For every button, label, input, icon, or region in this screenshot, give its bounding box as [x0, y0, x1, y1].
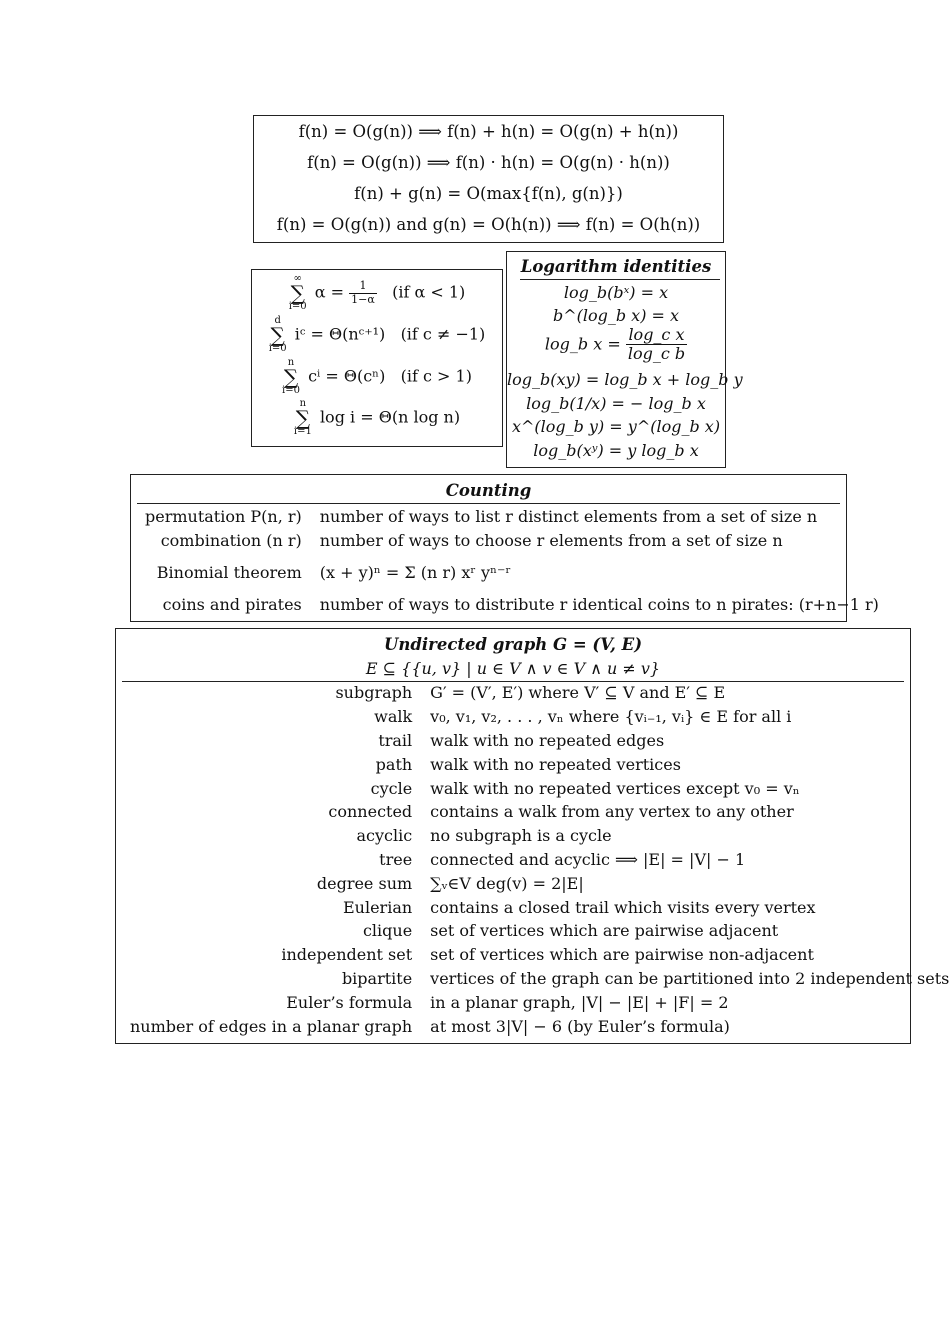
graph-term: independent set: [281, 945, 413, 965]
counting-box: [130, 474, 879, 622]
table-row: [130, 824, 949, 848]
graph-definition: v₀, v₁, v₂, . . . , vₙ where {vᵢ₋₁, vᵢ} ∈ E for all i: [430, 707, 792, 727]
sigma-symbol: n ∑ i=0: [282, 357, 300, 396]
sigma-symbol: n ∑ i=1: [293, 398, 312, 437]
table-row: [130, 776, 949, 800]
graph-subtitle: E ⊆ {{u, v} | u ∈ V ∧ v ∈ V ∧ u ≠ v}: [365, 659, 661, 678]
asymptotic-rules-box: [253, 115, 724, 243]
graph-term: acyclic: [356, 826, 413, 846]
sigma-symbol: d ∑ i=0: [268, 315, 287, 354]
graph-definition: set of vertices which are pairwise adjacent: [430, 921, 779, 941]
graph-term: Eulerian: [342, 897, 413, 917]
graph-definition: connected and acyclic ⟹ |E| = |V| − 1: [430, 849, 746, 869]
graph-definition: G′ = (V′, E′) where V′ ⊆ V and E′ ⊆ E: [430, 683, 726, 703]
graph-term: bipartite: [341, 968, 413, 988]
table-row: [130, 990, 949, 1014]
log-identity: log_b(xy) = log_b x + log_b y: [507, 370, 743, 389]
graph-term: clique: [362, 921, 413, 941]
sum-row: n ∑ i=0 cⁱ = Θ(cⁿ) (if c > 1): [282, 357, 472, 396]
divider: [137, 503, 840, 504]
table-row: [130, 848, 949, 872]
table-row: [130, 705, 949, 729]
graph-term: walk: [374, 707, 413, 727]
asymptotic-rule: f(n) + g(n) = O(max{f(n), g(n)}): [354, 184, 623, 203]
divider: [520, 279, 720, 280]
table-row: Binomial theorem (x + y)ⁿ = Σ (n r) xʳ yⁿ⁻ʳ: [156, 563, 512, 583]
log-identity: b^(log_b x) = x: [552, 306, 680, 325]
graph-definition: vertices of the graph can be partitioned into 2 independent sets: [430, 968, 950, 988]
asymptotic-rule: f(n) = O(g(n)) and g(n) = O(h(n)) ⟹ f(n) = O(h(n)): [276, 215, 701, 234]
asymptotic-rule: f(n) = O(g(n)) ⟹ f(n) · h(n) = O(g(n) · h(n)): [307, 153, 670, 172]
table-row: [130, 752, 949, 776]
graph-definition: ∑ᵥ∈V deg(v) = 2|E|: [430, 873, 584, 893]
graph-term: number of edges in a planar graph: [130, 1016, 413, 1036]
sigma-symbol: ∞ ∑ i=0: [288, 273, 307, 312]
graph-title: Undirected graph G = (V, E): [383, 635, 643, 654]
counting-table: [145, 505, 879, 616]
table-row: [130, 1014, 949, 1038]
graph-box: [115, 628, 950, 1044]
graph-term: subgraph: [335, 683, 413, 703]
graph-definition: contains a closed trail which visits every vertex: [430, 897, 816, 917]
graph-definition: walk with no repeated vertices: [430, 754, 681, 774]
graph-term: cycle: [370, 778, 413, 798]
table-row: [130, 681, 949, 705]
graph-definition: no subgraph is a cycle: [430, 826, 612, 846]
table-row: [130, 895, 949, 919]
graph-term: path: [375, 754, 413, 774]
table-row: [130, 800, 949, 824]
log-identity: log_b(bˣ) = x: [563, 283, 669, 302]
graph-definition: contains a walk from any vertex to any other: [430, 802, 794, 822]
graph-definition: set of vertices which are pairwise non-adjacent: [430, 945, 814, 965]
graph-term: tree: [379, 849, 413, 869]
graph-definition: walk with no repeated edges: [430, 730, 665, 750]
log-identity: log_b(1/x) = − log_b x: [526, 394, 706, 413]
graph-term: trail: [378, 730, 413, 750]
table-row: [130, 919, 949, 943]
sum-row: ∞ ∑ i=0 α = $\frac{1}{1-\alpha}$ (if α < 1): [288, 273, 466, 312]
log-identity: log_b x = $\frac{\text{log\_c x}}{\text{log\_c b}}$: [544, 325, 686, 364]
sum-row: n ∑ i=1 log i = Θ(n log n): [293, 398, 461, 437]
graph-definition: walk with no repeated vertices except v₀ = vₙ: [430, 778, 800, 798]
log-identity: x^(log_b y) = y^(log_b x): [511, 417, 721, 436]
graph-term: Euler’s formula: [286, 992, 413, 1012]
sum-row: d ∑ i=0 iᶜ = Θ(nᶜ⁺¹) (if c ≠ −1): [268, 315, 486, 354]
asymptotic-rule: f(n) = O(g(n)) ⟹ f(n) + h(n) = O(g(n) + h(n)): [298, 122, 679, 141]
graph-term: degree sum: [316, 873, 413, 893]
log-identity: log_b(xʸ) = y log_b x: [533, 441, 699, 460]
table-row: permutation P(n, r) number of ways to list r distinct elements from a set of size n: [145, 507, 818, 527]
table-row: [130, 729, 949, 753]
graph-definition: at most 3|V| − 6 (by Euler’s formula): [430, 1016, 730, 1036]
table-row: [130, 967, 949, 991]
fraction: $\frac{\text{log\_c x}}{\text{log\_c b}}$: [627, 325, 686, 364]
counting-title: Counting: [445, 481, 532, 500]
table-row: coins and pirates number of ways to distribute r identical coins to n pirates: (r+n−1 r): [162, 594, 879, 614]
table-row: [130, 871, 949, 895]
table-row: combination (n r) number of ways to choose r elements from a set of size n: [160, 531, 783, 551]
graph-term: connected: [328, 802, 413, 822]
sums-box: [251, 269, 503, 447]
graph-table: [130, 681, 949, 1038]
table-row: [130, 943, 949, 967]
fraction: $\frac{1}{1-\alpha}$: [351, 279, 375, 306]
graph-definition: in a planar graph, |V| − |E| + |F| = 2: [430, 992, 729, 1012]
logarithm-identities-box: [506, 251, 743, 468]
logarithm-title: Logarithm identities: [520, 257, 712, 276]
